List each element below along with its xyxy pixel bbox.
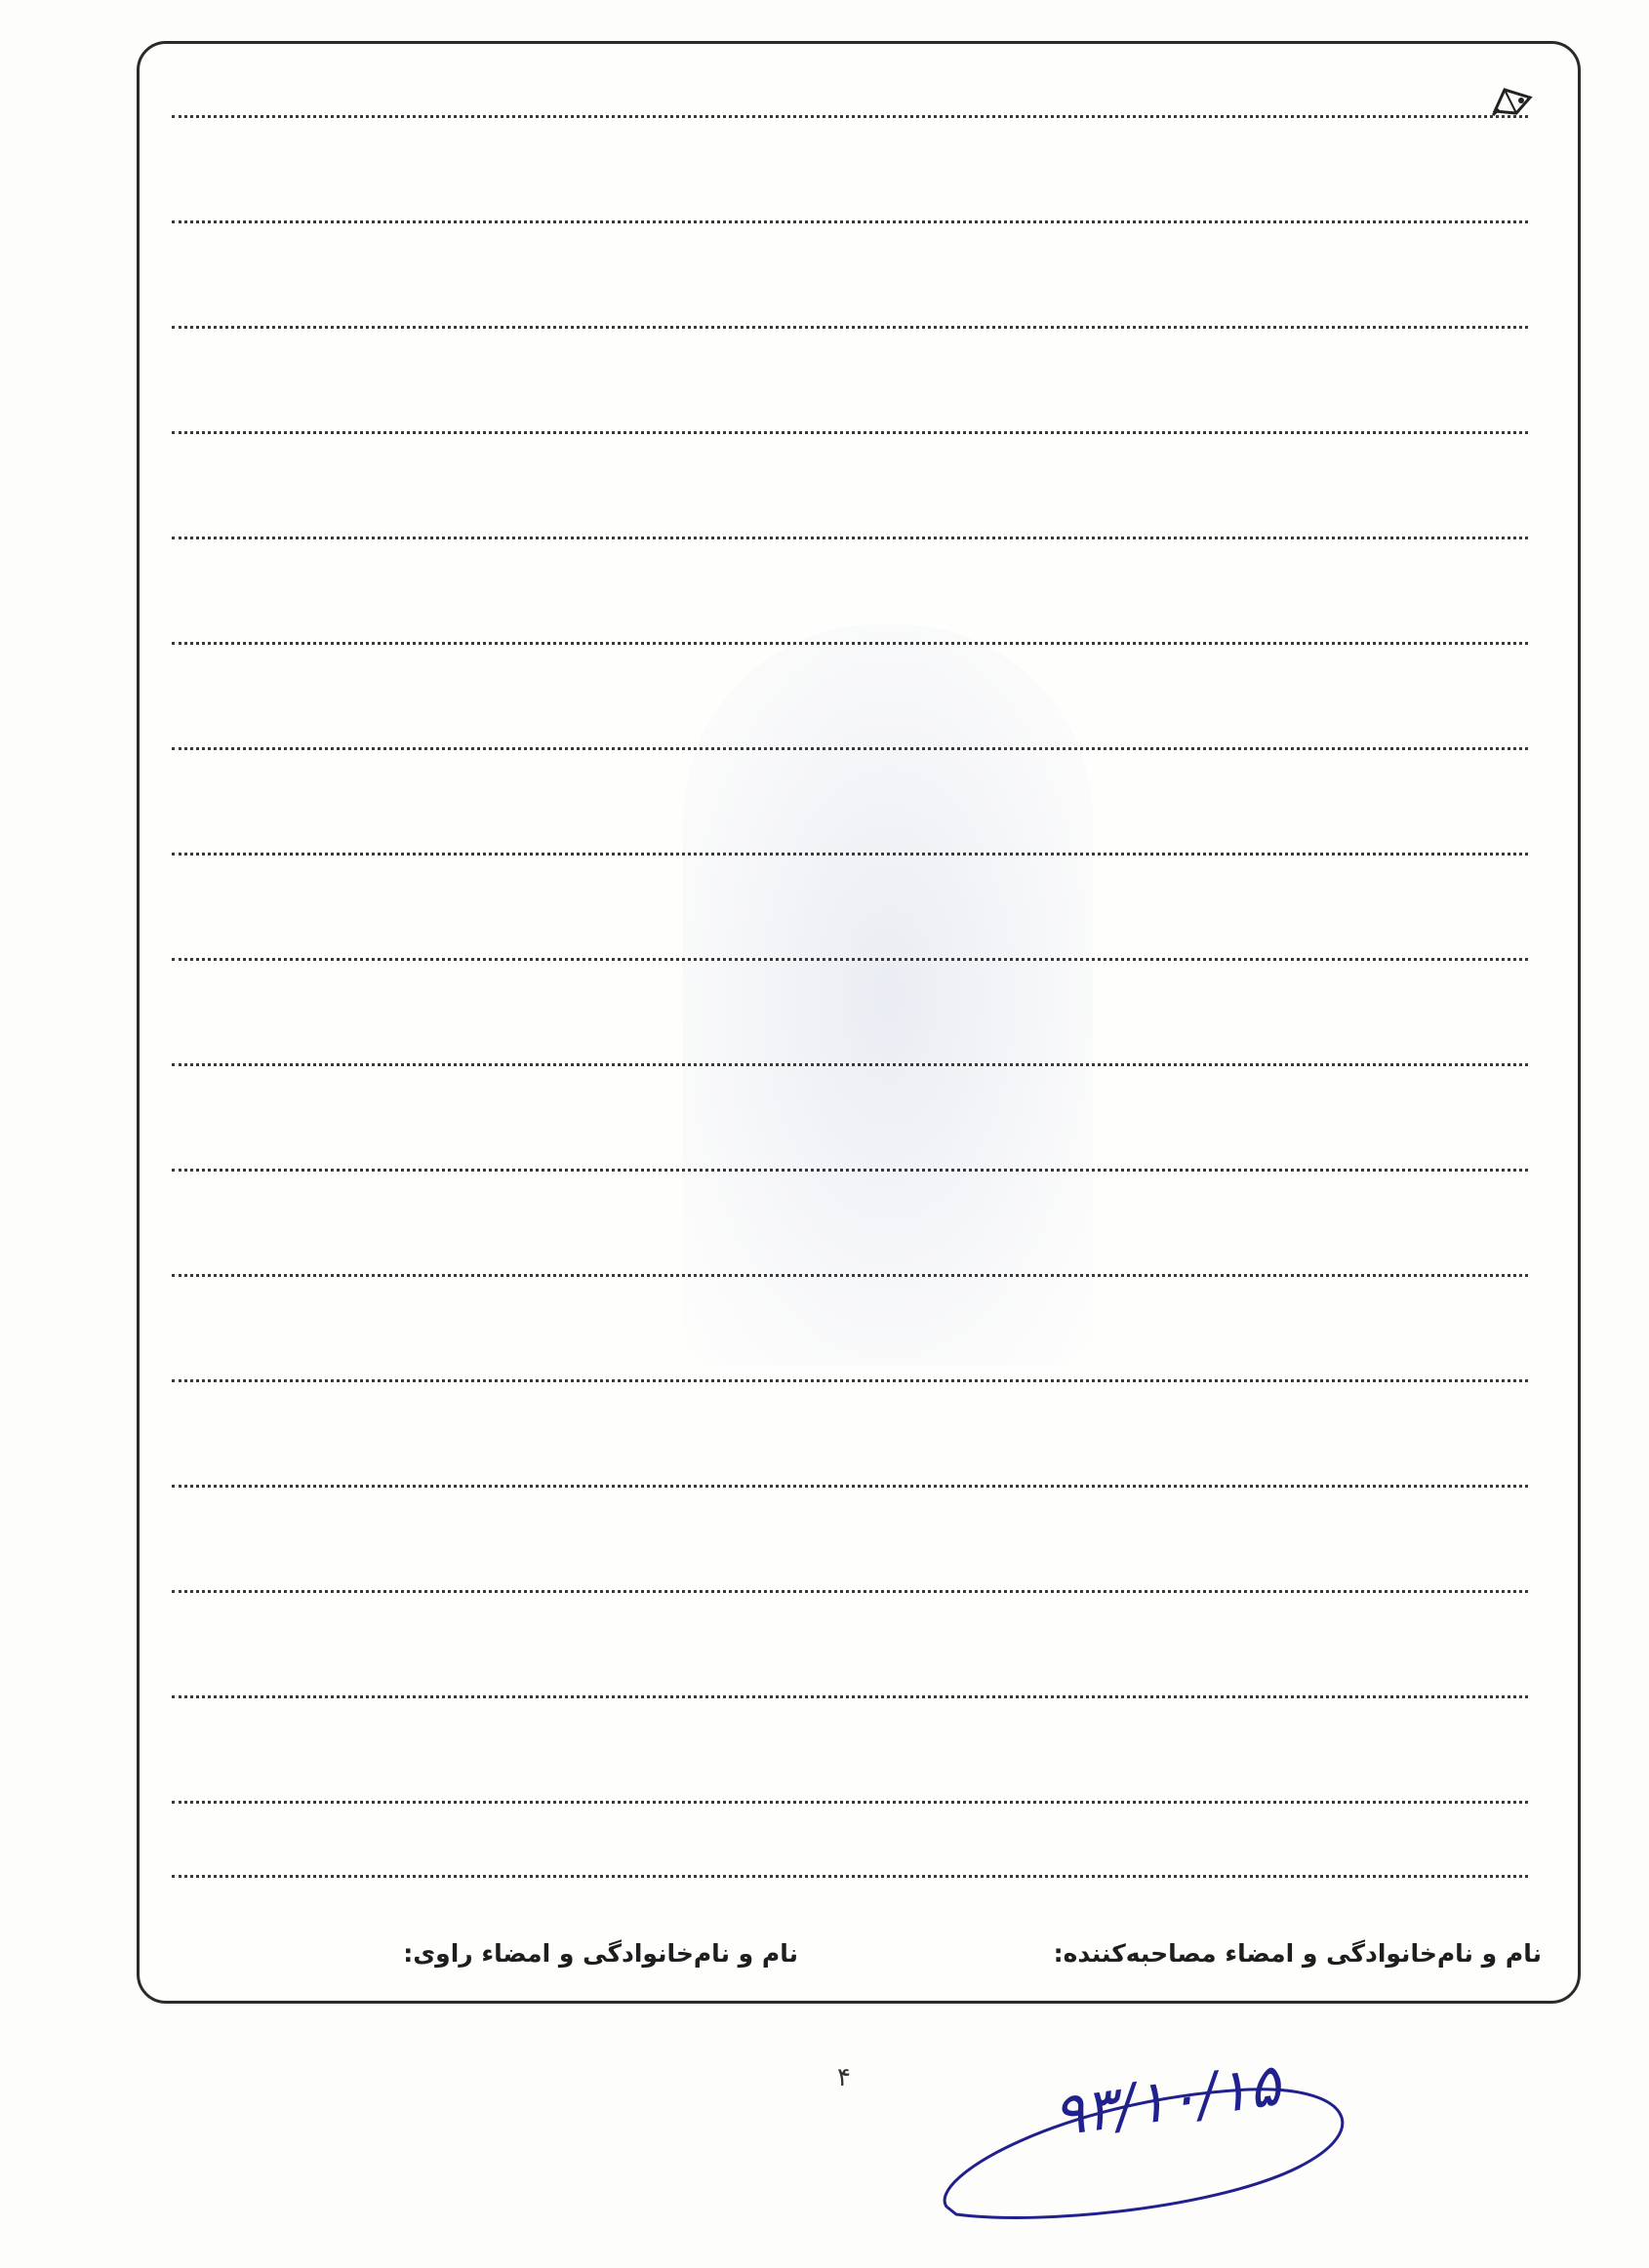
margin-note: [4, 995, 326, 1102]
handwritten-line: [185, 357, 1522, 445]
page-number: ۴: [837, 2063, 851, 2092]
pen-icon: [1491, 84, 1534, 117]
handwritten-line: [185, 673, 1522, 761]
handwritten-line: [185, 1727, 1522, 1814]
handwritten-line: [185, 1094, 1522, 1182]
handwritten-line: [185, 1516, 1522, 1604]
narrator-signature-label: نام و نام‌خانوادگی و امضاء راوی:: [403, 1939, 798, 1968]
handwritten-line: [185, 1200, 1522, 1288]
handwritten-line: [185, 462, 1522, 550]
handwritten-line: [185, 1812, 1522, 1900]
handwritten-line: [185, 1411, 1522, 1498]
date-stamp: ۹۳/۱۰/۱۵: [1049, 2050, 1285, 2151]
handwritten-line: [185, 1305, 1522, 1393]
handwritten-line: [185, 568, 1522, 656]
handwritten-line: [185, 146, 1522, 234]
handwritten-line: [185, 989, 1522, 1077]
handwritten-line: [185, 1621, 1522, 1709]
handwritten-line: [185, 884, 1522, 972]
handwritten-line: [185, 252, 1522, 339]
interviewer-signature-label: نام و نام‌خانوادگی و امضاء مصاحبه‌کننده:: [1053, 1939, 1542, 1968]
ruled-line: [172, 115, 1528, 118]
handwritten-line: [185, 778, 1522, 866]
